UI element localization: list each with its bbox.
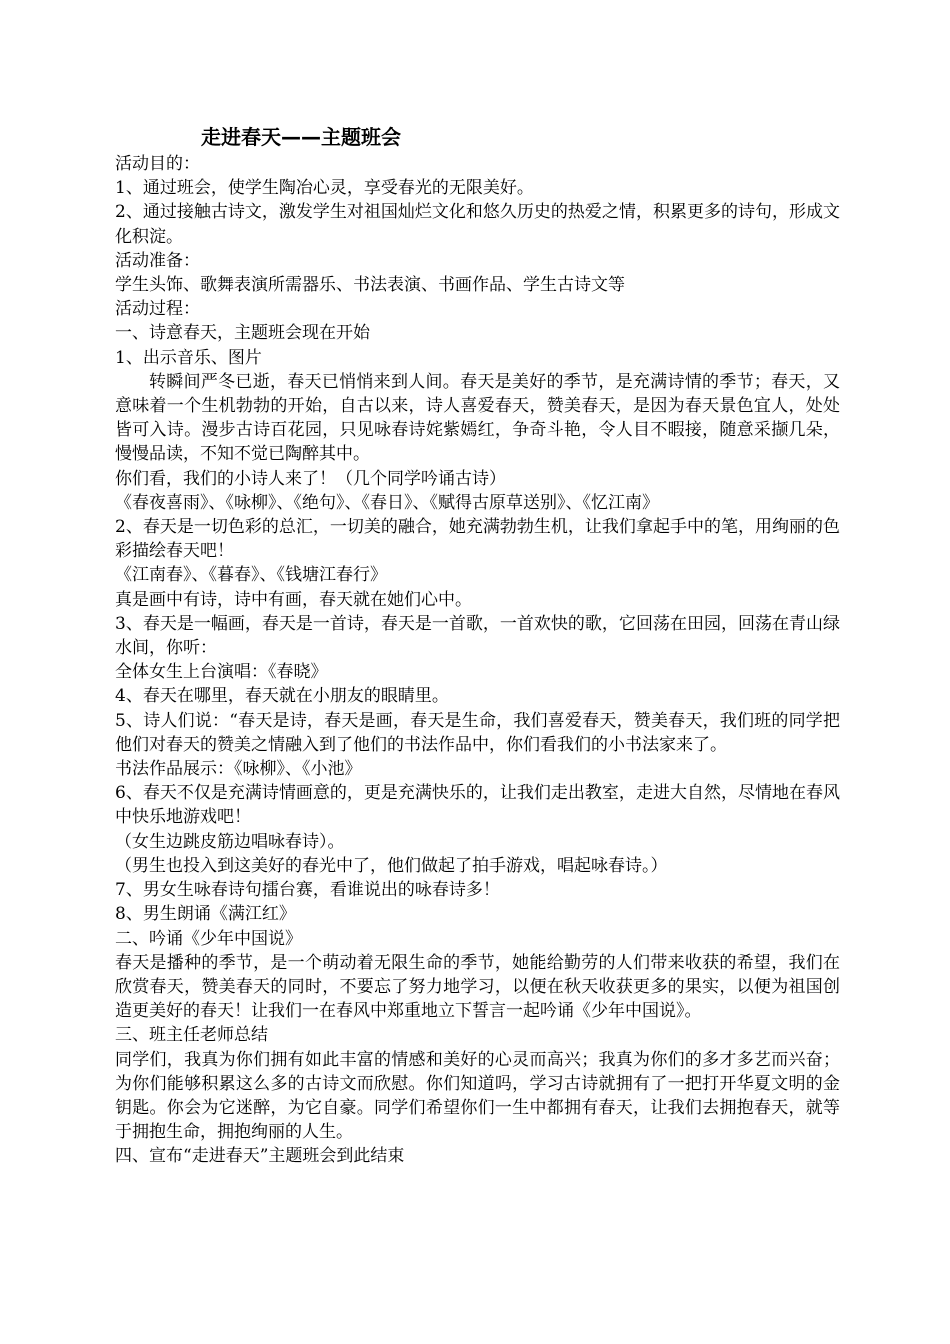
paragraph: 3、春天是一幅画，春天是一首诗，春天是一首歌，一首欢快的歌，它回荡在田园，回荡在青山绿水间，你听： bbox=[115, 613, 840, 659]
text-line: 4、春天在哪里，春天就在小朋友的眼睛里。 bbox=[115, 686, 449, 707]
text-line: 一、诗意春天，主题班会现在开始 bbox=[115, 323, 370, 344]
paragraph: 转瞬间严冬已逝，春天已悄悄来到人间。春天是美好的季节，是充满诗情的季节；春天，又意味着一个生机勃勃的开始，自古以来，诗人喜爱春天，赞美春天，是因为春天景色宜人，处处皆可入诗。漫步古诗百花园，只见咏春诗姹紫嫣红，争奇斗艳，令人目不暇接，随意采撷几朵，慢慢品读，不知不觉已陶醉其中。 bbox=[115, 371, 840, 465]
paragraph: 2、通过接触古诗文，激发学生对祖国灿烂文化和悠久历史的热爱之情，积累更多的诗句，形成文化积淀。 bbox=[115, 202, 840, 247]
text-line: （女生边跳皮筋边唱咏春诗）。 bbox=[115, 831, 345, 852]
text-line: 二、吟诵《少年中国说》 bbox=[115, 928, 302, 949]
document-title: 走进春天——主题班会 bbox=[201, 125, 401, 149]
text-line: 7、男女生咏春诗句擂台赛，看谁说出的咏春诗多！ bbox=[115, 880, 500, 901]
paragraph: 5、诗人们说：“春天是诗，春天是画，春天是生命，我们喜爱春天，赞美春天，我们班的同学把他们对春天的赞美之情融入到了他们的书法作品中，你们看我们的小书法家来了。 bbox=[115, 710, 840, 755]
text-line: 三、班主任老师总结 bbox=[115, 1025, 268, 1046]
text-line: 你们看，我们的小诗人来了！（几个同学吟诵古诗） bbox=[115, 468, 506, 489]
document-body bbox=[115, 152, 840, 1169]
text-line: 8、男生朗诵《满江红》 bbox=[115, 904, 296, 925]
paragraph: 春天是播种的季节，是一个萌动着无限生命的季节，她能给勤劳的人们带来收获的希望，我们在欣赏春天，赞美春天的同时，不要忘了努力地学习，以便在秋天收获更多的果实，以便为祖国创造更美好的春天！让我们一在春风中郑重地立下誓言一起吟诵《少年中国说》。 bbox=[115, 952, 840, 1022]
paragraph: 同学们，我真为你们拥有如此丰富的情感和美好的心灵而高兴；我真为你们的多才多艺而兴奋；为你们能够积累这么多的古诗文而欣慰。你们知道吗，学习古诗就拥有了一把打开华夏文明的金钥匙。你会为它迷醉，为它自豪。同学们希望你们一生中都拥有春天，让我们去拥抱春天，就等于拥抱生命，拥抱绚丽的人生。 bbox=[115, 1049, 840, 1143]
paragraph: 2、春天是一切色彩的总汇，一切美的融合，她充满勃勃生机，让我们拿起手中的笔，用绚丽的色彩描绘春天吧！ bbox=[115, 517, 840, 562]
paragraph: 6、春天不仅是充满诗情画意的，更是充满快乐的，让我们走出教室，走进大自然，尽情地在春风中快乐地游戏吧！ bbox=[115, 783, 840, 828]
text-line: 学生头饰、歌舞表演所需器乐、书法表演、书画作品、学生古诗文等 bbox=[115, 275, 625, 296]
text-line: 书法作品展示：《咏柳》、《小池》 bbox=[115, 759, 362, 780]
text-line: 《江南春》、《暮春》、《钱塘江春行》 bbox=[115, 565, 387, 586]
document-page bbox=[115, 122, 840, 1169]
text-line: （男生也投入到这美好的春光中了，他们做起了拍手游戏，唱起咏春诗。） bbox=[115, 855, 668, 876]
text-line: 《春夜喜雨》、《咏柳》、《绝句》、《春日》、《赋得古原草送别》、《忆江南》 bbox=[115, 492, 659, 513]
text-line: 1、出示音乐、图片 bbox=[115, 347, 262, 368]
text-line: 全体女生上台演唱：《春晓》 bbox=[115, 662, 328, 683]
text-line: 真是画中有诗，诗中有画，春天就在她们心中。 bbox=[115, 589, 472, 610]
text-line: 四、宣布“走进春天”主题班会到此结束 bbox=[115, 1146, 405, 1167]
text-line: 活动准备： bbox=[115, 250, 200, 271]
text-line: 1、通过班会，使学生陶冶心灵，享受春光的无限美好。 bbox=[115, 178, 534, 199]
text-line: 活动过程： bbox=[115, 299, 200, 320]
text-line: 活动目的： bbox=[115, 154, 200, 174]
